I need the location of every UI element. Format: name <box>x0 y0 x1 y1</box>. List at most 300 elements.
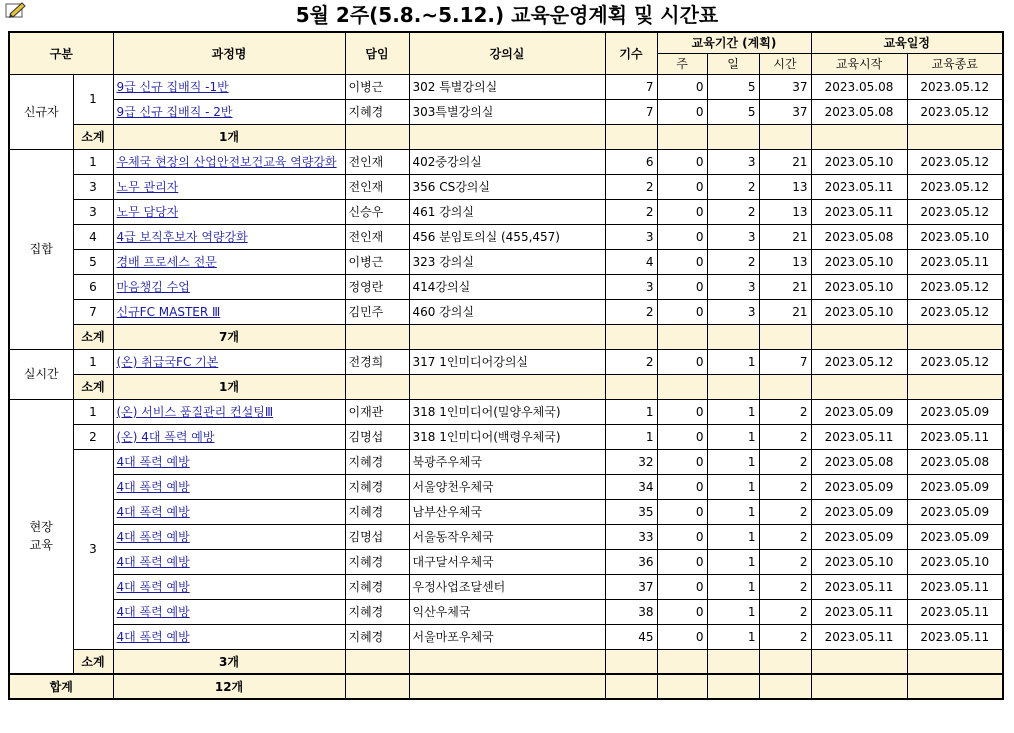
total-empty-cell <box>707 674 759 699</box>
header-row <box>9 32 1003 53</box>
week-cell: 0 <box>657 299 707 324</box>
day-cell: 1 <box>707 524 759 549</box>
subtotal-empty-cell <box>409 124 605 149</box>
subtotal-empty-cell <box>759 124 811 149</box>
day-cell: 1 <box>707 349 759 374</box>
header-room: 강의실 <box>409 32 605 74</box>
gisu-cell: 36 <box>605 549 657 574</box>
subtotal-label: 소계 <box>73 649 113 674</box>
course-cell <box>113 349 345 374</box>
room-cell: 318 1인미디어(백령우체국) <box>409 424 605 449</box>
start-date-cell: 2023.05.08 <box>811 74 907 99</box>
start-date-cell: 2023.05.08 <box>811 224 907 249</box>
subtotal-empty-cell <box>605 649 657 674</box>
course-cell <box>113 74 345 99</box>
room-cell: 356 CS강의실 <box>409 174 605 199</box>
subtotal-empty-cell <box>409 324 605 349</box>
group-name: 신규자 <box>9 74 73 149</box>
week-cell: 0 <box>657 249 707 274</box>
hours-cell: 37 <box>759 74 811 99</box>
subtotal-empty-cell <box>759 324 811 349</box>
course-cell <box>113 149 345 174</box>
course-link[interactable]: 4대 폭력 예방 <box>116 480 190 494</box>
hours-cell: 2 <box>759 424 811 449</box>
manager-cell: 이재관 <box>345 399 409 424</box>
hours-cell: 13 <box>759 199 811 224</box>
table-row <box>9 224 1003 249</box>
subtotal-value: 1개 <box>113 374 345 399</box>
room-cell: 460 강의실 <box>409 299 605 324</box>
course-link[interactable]: 노무 관리자 <box>116 180 179 194</box>
subtotal-empty-cell <box>907 124 1003 149</box>
gisu-cell: 37 <box>605 574 657 599</box>
course-link[interactable]: 4급 보직후보자 역량강화 <box>116 230 248 244</box>
subtotal-empty-cell <box>345 124 409 149</box>
week-cell: 0 <box>657 499 707 524</box>
row-number: 1 <box>73 349 113 374</box>
room-cell: 남부산우체국 <box>409 499 605 524</box>
total-value: 12개 <box>113 674 345 699</box>
row-number: 1 <box>73 149 113 174</box>
room-cell: 302 특별강의실 <box>409 74 605 99</box>
start-date-cell: 2023.05.12 <box>811 349 907 374</box>
day-cell: 3 <box>707 299 759 324</box>
course-link[interactable]: (온) 서비스 품질관리 컨설팅Ⅲ <box>116 405 274 419</box>
day-cell: 1 <box>707 399 759 424</box>
subtotal-empty-cell <box>657 324 707 349</box>
day-cell: 1 <box>707 624 759 649</box>
table-row <box>9 599 1003 624</box>
manager-cell: 지혜경 <box>345 99 409 124</box>
day-cell: 1 <box>707 474 759 499</box>
header-period: 교육기간 (계획) <box>657 32 811 53</box>
gisu-cell: 45 <box>605 624 657 649</box>
hours-cell: 7 <box>759 349 811 374</box>
row-number: 4 <box>73 224 113 249</box>
day-cell: 1 <box>707 599 759 624</box>
week-cell: 0 <box>657 199 707 224</box>
header-start: 교육시작 <box>811 53 907 74</box>
gisu-cell: 34 <box>605 474 657 499</box>
course-cell <box>113 424 345 449</box>
subtotal-empty-cell <box>409 374 605 399</box>
week-cell: 0 <box>657 574 707 599</box>
day-cell: 3 <box>707 274 759 299</box>
subtotal-empty-cell <box>907 324 1003 349</box>
subtotal-empty-cell <box>605 324 657 349</box>
course-cell <box>113 574 345 599</box>
hours-cell: 2 <box>759 474 811 499</box>
course-cell <box>113 199 345 224</box>
end-date-cell: 2023.05.10 <box>907 224 1003 249</box>
week-cell: 0 <box>657 349 707 374</box>
start-date-cell: 2023.05.11 <box>811 599 907 624</box>
hours-cell: 13 <box>759 249 811 274</box>
day-cell: 1 <box>707 424 759 449</box>
subtotal-empty-cell <box>657 649 707 674</box>
table-row <box>9 499 1003 524</box>
subtotal-empty-cell <box>907 649 1003 674</box>
subtotal-empty-cell <box>811 324 907 349</box>
manager-cell: 지혜경 <box>345 624 409 649</box>
gisu-cell: 6 <box>605 149 657 174</box>
manager-cell: 이병근 <box>345 74 409 99</box>
end-date-cell: 2023.05.12 <box>907 174 1003 199</box>
start-date-cell: 2023.05.11 <box>811 174 907 199</box>
room-cell: 서울동작우체국 <box>409 524 605 549</box>
course-cell <box>113 399 345 424</box>
header-schedule: 교육일정 <box>811 32 1003 53</box>
gisu-cell: 35 <box>605 499 657 524</box>
course-link[interactable]: 4대 폭력 예방 <box>116 455 190 469</box>
page-title: 5월 2주(5.8.~5.12.) 교육운영계획 및 시간표 <box>295 3 719 27</box>
week-cell: 0 <box>657 149 707 174</box>
course-cell <box>113 449 345 474</box>
day-cell: 1 <box>707 549 759 574</box>
course-cell <box>113 624 345 649</box>
course-link[interactable]: 9급 신규 집배직 -1반 <box>116 80 229 94</box>
week-cell: 0 <box>657 624 707 649</box>
subtotal-label: 소계 <box>73 324 113 349</box>
gisu-cell: 2 <box>605 299 657 324</box>
start-date-cell: 2023.05.10 <box>811 149 907 174</box>
schedule-table <box>8 31 1004 700</box>
header-course: 과정명 <box>113 32 345 74</box>
room-cell: 우정사업조달센터 <box>409 574 605 599</box>
schedule-body <box>9 74 1003 699</box>
subtotal-empty-cell <box>657 124 707 149</box>
header-day: 일 <box>707 53 759 74</box>
subtotal-empty-cell <box>759 374 811 399</box>
start-date-cell: 2023.05.09 <box>811 399 907 424</box>
course-link[interactable]: 경배 프로세스 전문 <box>116 255 217 269</box>
hours-cell: 21 <box>759 224 811 249</box>
course-link[interactable]: 4대 폭력 예방 <box>116 505 190 519</box>
day-cell: 3 <box>707 224 759 249</box>
table-row <box>9 524 1003 549</box>
row-number: 3 <box>73 199 113 224</box>
subtotal-empty-cell <box>811 374 907 399</box>
end-date-cell: 2023.05.09 <box>907 474 1003 499</box>
course-link[interactable]: 4대 폭력 예방 <box>116 605 190 619</box>
manager-cell: 전경희 <box>345 349 409 374</box>
course-cell <box>113 499 345 524</box>
manager-cell: 지혜경 <box>345 474 409 499</box>
subtotal-row <box>9 324 1003 349</box>
subtotal-empty-cell <box>707 649 759 674</box>
day-cell: 3 <box>707 149 759 174</box>
hours-cell: 2 <box>759 549 811 574</box>
hours-cell: 37 <box>759 99 811 124</box>
end-date-cell: 2023.05.12 <box>907 149 1003 174</box>
gisu-cell: 32 <box>605 449 657 474</box>
course-link[interactable]: 마음챙김 수업 <box>116 280 190 294</box>
end-date-cell: 2023.05.11 <box>907 574 1003 599</box>
end-date-cell: 2023.05.09 <box>907 524 1003 549</box>
header-week: 주 <box>657 53 707 74</box>
manager-cell: 전인재 <box>345 224 409 249</box>
subtotal-empty-cell <box>657 374 707 399</box>
row-number: 1 <box>73 74 113 124</box>
subtotal-empty-cell <box>605 124 657 149</box>
end-date-cell: 2023.05.08 <box>907 449 1003 474</box>
end-date-cell: 2023.05.12 <box>907 274 1003 299</box>
subtotal-empty-cell <box>707 324 759 349</box>
room-cell: 303특별강의실 <box>409 99 605 124</box>
room-cell: 서울양천우체국 <box>409 474 605 499</box>
start-date-cell: 2023.05.11 <box>811 624 907 649</box>
header-gubun: 구분 <box>9 32 113 74</box>
start-date-cell: 2023.05.08 <box>811 449 907 474</box>
subtotal-value: 3개 <box>113 649 345 674</box>
hours-cell: 2 <box>759 399 811 424</box>
course-cell <box>113 274 345 299</box>
subtotal-empty-cell <box>605 374 657 399</box>
table-row <box>9 399 1003 424</box>
subtotal-row <box>9 374 1003 399</box>
course-link[interactable]: 4대 폭력 예방 <box>116 530 190 544</box>
end-date-cell: 2023.05.10 <box>907 549 1003 574</box>
start-date-cell: 2023.05.09 <box>811 474 907 499</box>
row-number: 3 <box>73 174 113 199</box>
course-cell <box>113 474 345 499</box>
manager-cell: 지혜경 <box>345 599 409 624</box>
course-cell <box>113 549 345 574</box>
hours-cell: 21 <box>759 274 811 299</box>
week-cell: 0 <box>657 449 707 474</box>
row-number: 1 <box>73 399 113 424</box>
total-empty-cell <box>409 674 605 699</box>
gisu-cell: 2 <box>605 199 657 224</box>
total-empty-cell <box>345 674 409 699</box>
start-date-cell: 2023.05.11 <box>811 424 907 449</box>
course-cell <box>113 174 345 199</box>
table-row <box>9 249 1003 274</box>
start-date-cell: 2023.05.11 <box>811 199 907 224</box>
day-cell: 2 <box>707 199 759 224</box>
table-row <box>9 274 1003 299</box>
course-link[interactable]: (온) 4대 폭력 예방 <box>116 430 215 444</box>
room-cell: 북광주우체국 <box>409 449 605 474</box>
subtotal-empty-cell <box>345 374 409 399</box>
header-gisu: 기수 <box>605 32 657 74</box>
manager-cell: 전인재 <box>345 174 409 199</box>
header-end: 교육종료 <box>907 53 1003 74</box>
manager-cell: 정영란 <box>345 274 409 299</box>
hours-cell: 2 <box>759 574 811 599</box>
hours-cell: 2 <box>759 624 811 649</box>
room-cell: 서울마포우체국 <box>409 624 605 649</box>
table-row <box>9 549 1003 574</box>
end-date-cell: 2023.05.09 <box>907 399 1003 424</box>
start-date-cell: 2023.05.11 <box>811 574 907 599</box>
manager-cell: 지혜경 <box>345 549 409 574</box>
end-date-cell: 2023.05.11 <box>907 249 1003 274</box>
gisu-cell: 7 <box>605 74 657 99</box>
table-row <box>9 174 1003 199</box>
day-cell: 5 <box>707 74 759 99</box>
room-cell: 대구달서우체국 <box>409 549 605 574</box>
room-cell: 317 1인미디어강의실 <box>409 349 605 374</box>
row-number: 6 <box>73 274 113 299</box>
total-empty-cell <box>759 674 811 699</box>
gisu-cell: 4 <box>605 249 657 274</box>
week-cell: 0 <box>657 399 707 424</box>
manager-cell: 김명섭 <box>345 424 409 449</box>
course-cell <box>113 524 345 549</box>
row-number: 2 <box>73 424 113 449</box>
manager-cell: 지혜경 <box>345 574 409 599</box>
total-label: 합계 <box>9 674 113 699</box>
subtotal-empty-cell <box>907 374 1003 399</box>
total-row <box>9 674 1003 699</box>
gisu-cell: 3 <box>605 274 657 299</box>
course-link[interactable]: 신규FC MASTER Ⅲ <box>116 305 221 319</box>
subtotal-empty-cell <box>811 649 907 674</box>
end-date-cell: 2023.05.11 <box>907 599 1003 624</box>
end-date-cell: 2023.05.12 <box>907 74 1003 99</box>
hours-cell: 2 <box>759 499 811 524</box>
day-cell: 1 <box>707 574 759 599</box>
start-date-cell: 2023.05.08 <box>811 99 907 124</box>
subtotal-empty-cell <box>345 324 409 349</box>
week-cell: 0 <box>657 74 707 99</box>
manager-cell: 김명섭 <box>345 524 409 549</box>
gisu-cell: 3 <box>605 224 657 249</box>
start-date-cell: 2023.05.10 <box>811 549 907 574</box>
table-row <box>9 474 1003 499</box>
room-cell: 323 강의실 <box>409 249 605 274</box>
subtotal-value: 1개 <box>113 124 345 149</box>
table-row <box>9 74 1003 99</box>
gisu-cell: 1 <box>605 424 657 449</box>
room-cell: 318 1인미디어(밀양우체국) <box>409 399 605 424</box>
total-empty-cell <box>605 674 657 699</box>
subtotal-label: 소계 <box>73 124 113 149</box>
start-date-cell: 2023.05.09 <box>811 499 907 524</box>
subtotal-empty-cell <box>409 649 605 674</box>
gisu-cell: 2 <box>605 349 657 374</box>
course-cell <box>113 249 345 274</box>
day-cell: 1 <box>707 449 759 474</box>
table-row <box>9 149 1003 174</box>
course-link[interactable]: 4대 폭력 예방 <box>116 580 190 594</box>
room-cell: 461 강의실 <box>409 199 605 224</box>
gisu-cell: 7 <box>605 99 657 124</box>
week-cell: 0 <box>657 474 707 499</box>
course-cell <box>113 224 345 249</box>
group-name: 현장 교육 <box>9 399 73 674</box>
subtotal-value: 7개 <box>113 324 345 349</box>
row-number: 3 <box>73 449 113 649</box>
start-date-cell: 2023.05.09 <box>811 524 907 549</box>
end-date-cell: 2023.05.09 <box>907 499 1003 524</box>
week-cell: 0 <box>657 424 707 449</box>
table-row <box>9 299 1003 324</box>
row-number: 5 <box>73 249 113 274</box>
gisu-cell: 2 <box>605 174 657 199</box>
subtotal-empty-cell <box>707 124 759 149</box>
header-manager: 담임 <box>345 32 409 74</box>
week-cell: 0 <box>657 274 707 299</box>
start-date-cell: 2023.05.10 <box>811 274 907 299</box>
course-link[interactable]: (온) 취급국FC 기본 <box>116 355 219 369</box>
table-row <box>9 99 1003 124</box>
subtotal-empty-cell <box>345 649 409 674</box>
day-cell: 2 <box>707 174 759 199</box>
subtotal-empty-cell <box>707 374 759 399</box>
week-cell: 0 <box>657 224 707 249</box>
subtotal-row <box>9 649 1003 674</box>
subtotal-row <box>9 124 1003 149</box>
course-link[interactable]: 9급 신규 집배직 - 2반 <box>116 105 233 119</box>
table-row <box>9 199 1003 224</box>
table-row <box>9 574 1003 599</box>
course-cell <box>113 599 345 624</box>
hours-cell: 2 <box>759 599 811 624</box>
course-cell <box>113 99 345 124</box>
total-empty-cell <box>657 674 707 699</box>
group-name: 실시간 <box>9 349 73 399</box>
gisu-cell: 38 <box>605 599 657 624</box>
week-cell: 0 <box>657 599 707 624</box>
table-row <box>9 449 1003 474</box>
gisu-cell: 1 <box>605 399 657 424</box>
table-row <box>9 424 1003 449</box>
room-cell: 402중강의실 <box>409 149 605 174</box>
manager-cell: 지혜경 <box>345 449 409 474</box>
room-cell: 456 분임토의실 (455,457) <box>409 224 605 249</box>
manager-cell: 전인재 <box>345 149 409 174</box>
day-cell: 1 <box>707 499 759 524</box>
day-cell: 5 <box>707 99 759 124</box>
end-date-cell: 2023.05.11 <box>907 624 1003 649</box>
day-cell: 2 <box>707 249 759 274</box>
hours-cell: 21 <box>759 299 811 324</box>
header-hours: 시간 <box>759 53 811 74</box>
end-date-cell: 2023.05.11 <box>907 424 1003 449</box>
week-cell: 0 <box>657 549 707 574</box>
room-cell: 414강의실 <box>409 274 605 299</box>
week-cell: 0 <box>657 99 707 124</box>
subtotal-empty-cell <box>811 124 907 149</box>
gisu-cell: 33 <box>605 524 657 549</box>
end-date-cell: 2023.05.12 <box>907 99 1003 124</box>
course-link[interactable]: 4대 폭력 예방 <box>116 630 190 644</box>
table-row <box>9 349 1003 374</box>
manager-cell: 신승우 <box>345 199 409 224</box>
course-link[interactable]: 우체국 현장의 산업안전보건교육 역량강화 <box>116 155 337 169</box>
end-date-cell: 2023.05.12 <box>907 299 1003 324</box>
manager-cell: 이병근 <box>345 249 409 274</box>
course-link[interactable]: 4대 폭력 예방 <box>116 555 190 569</box>
row-number: 7 <box>73 299 113 324</box>
course-cell <box>113 299 345 324</box>
end-date-cell: 2023.05.12 <box>907 349 1003 374</box>
manager-cell: 지혜경 <box>345 499 409 524</box>
start-date-cell: 2023.05.10 <box>811 299 907 324</box>
hours-cell: 2 <box>759 449 811 474</box>
subtotal-empty-cell <box>759 649 811 674</box>
course-link[interactable]: 노무 담당자 <box>116 205 179 219</box>
hours-cell: 21 <box>759 149 811 174</box>
manager-cell: 김민주 <box>345 299 409 324</box>
hours-cell: 2 <box>759 524 811 549</box>
subtotal-label: 소계 <box>73 374 113 399</box>
hours-cell: 13 <box>759 174 811 199</box>
room-cell: 익산우체국 <box>409 599 605 624</box>
total-empty-cell <box>811 674 907 699</box>
